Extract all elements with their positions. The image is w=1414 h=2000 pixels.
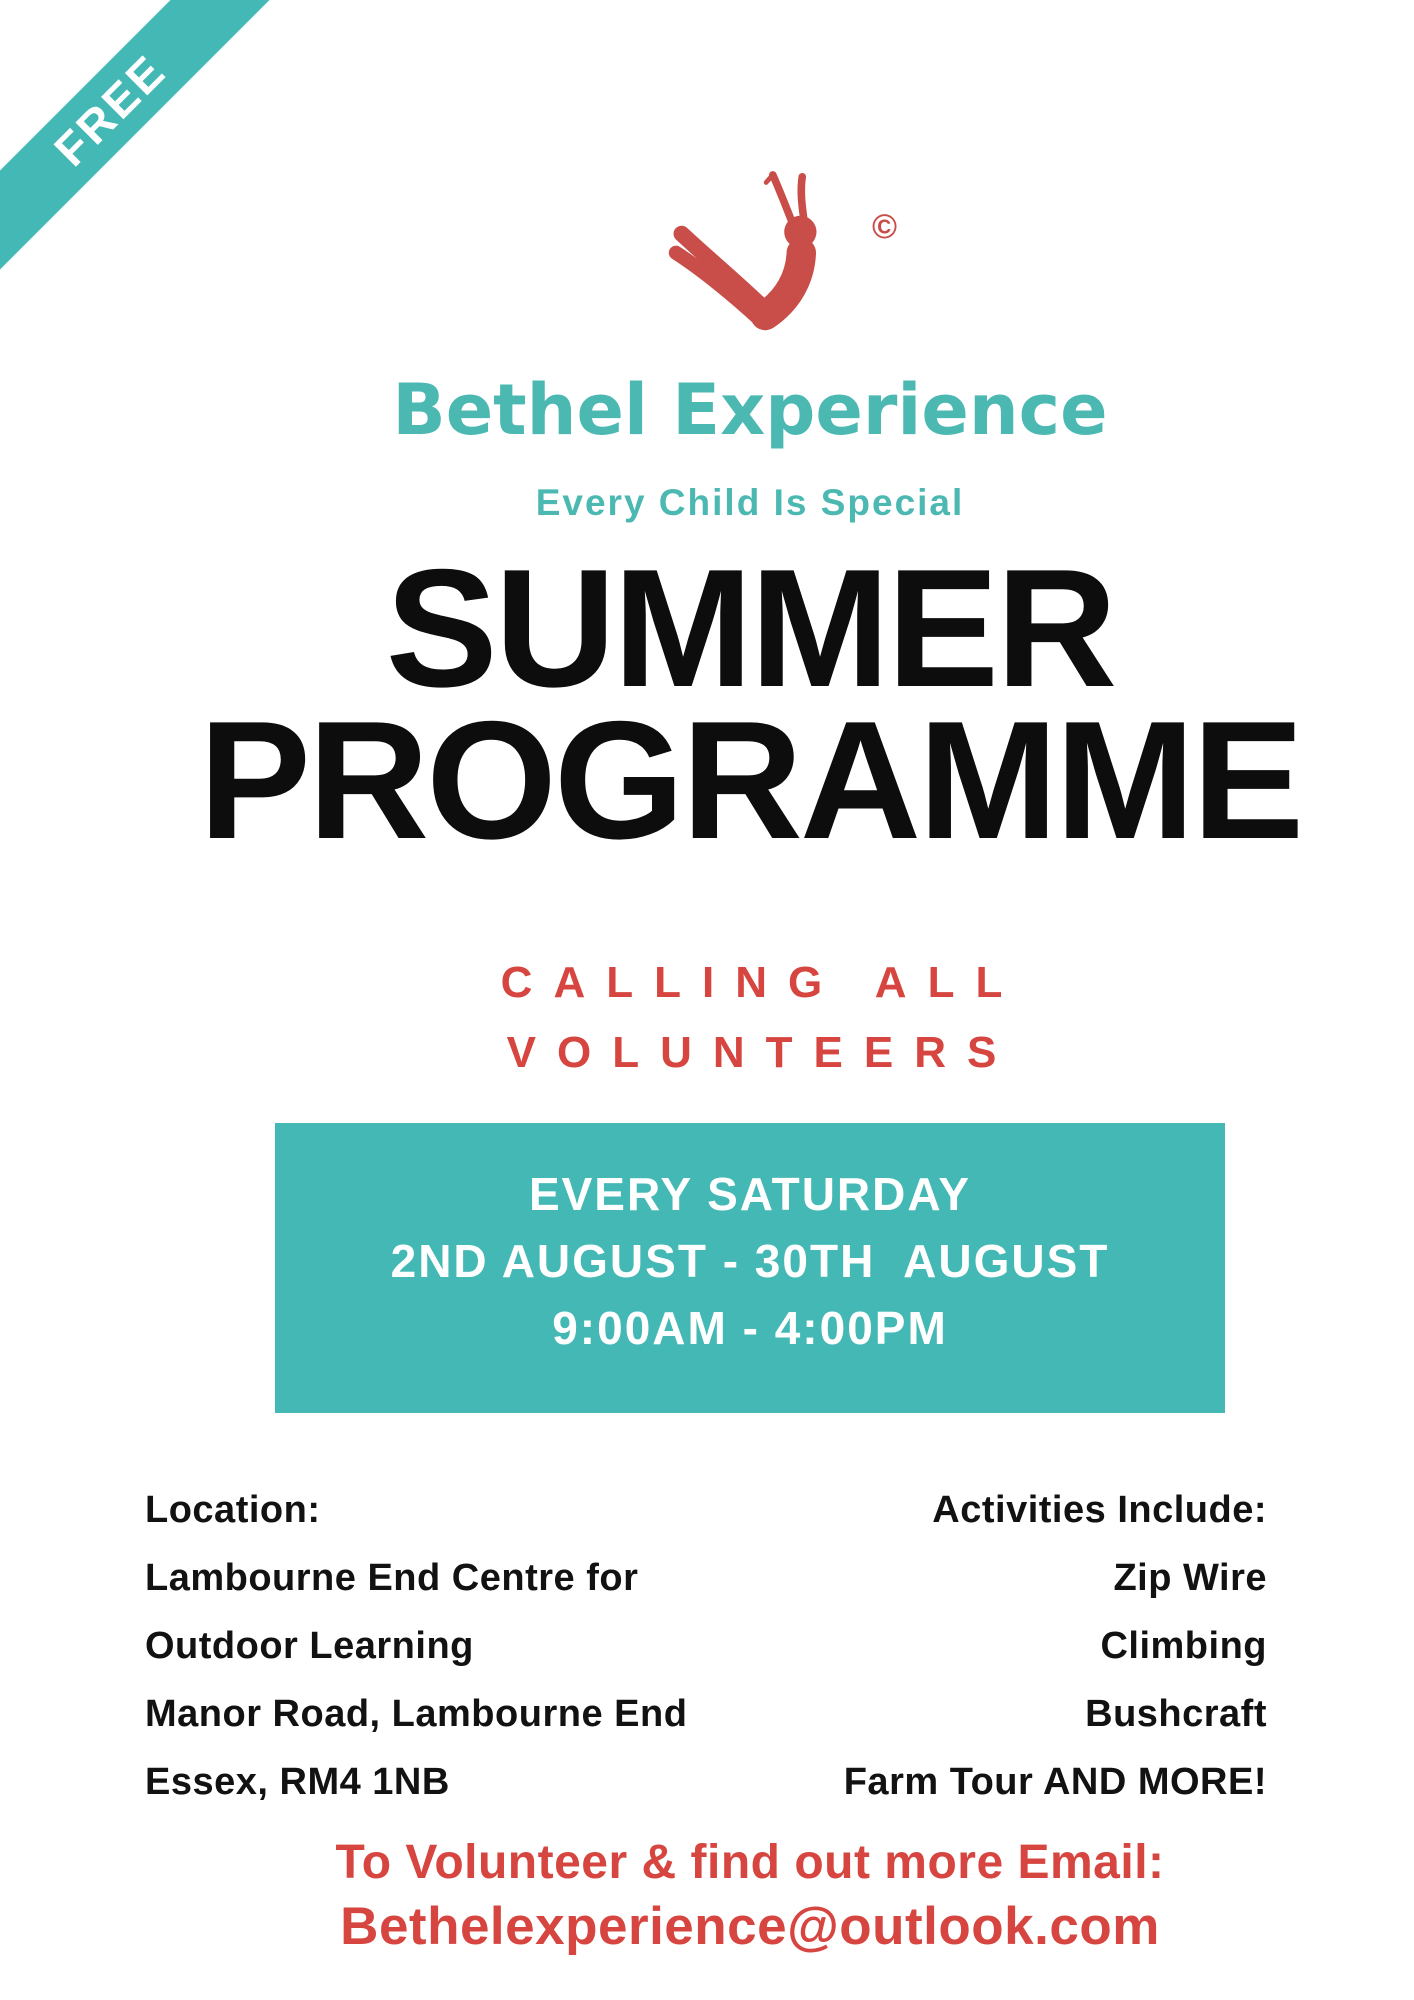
page-title-line1: SUMMER bbox=[385, 534, 1115, 722]
copyright-symbol: © bbox=[871, 208, 897, 246]
activity-item: Bushcraft bbox=[1085, 1693, 1267, 1735]
schedule-times: 9:00AM - 4:00PM bbox=[552, 1302, 948, 1354]
schedule-dates: 2ND AUGUST - 30TH AUGUST bbox=[390, 1235, 1110, 1287]
location-line: Outdoor Learning bbox=[145, 1625, 474, 1667]
schedule-day: EVERY SATURDAY bbox=[528, 1168, 972, 1220]
volunteer-callout bbox=[501, 948, 1024, 1088]
activity-item: Farm Tour AND MORE! bbox=[843, 1761, 1267, 1803]
brand-name: Bethel Experience bbox=[392, 369, 1108, 451]
jumping-child-icon bbox=[655, 168, 845, 348]
contact-block bbox=[335, 1832, 1164, 1960]
page-title-line2: PROGRAMME bbox=[198, 686, 1302, 874]
schedule-box bbox=[275, 1123, 1225, 1413]
free-ribbon-label: FREE bbox=[43, 43, 177, 177]
page-title bbox=[198, 534, 1302, 874]
brand-logo bbox=[655, 168, 897, 348]
location-heading: Location: bbox=[145, 1489, 321, 1531]
free-ribbon bbox=[0, 0, 290, 290]
brand-tagline: Every Child Is Special bbox=[535, 482, 965, 523]
location-block bbox=[145, 1476, 687, 1816]
contact-cta: To Volunteer & find out more Email: bbox=[335, 1836, 1165, 1889]
activities-heading: Activities Include: bbox=[932, 1489, 1267, 1531]
activity-item: Zip Wire bbox=[1113, 1557, 1267, 1599]
info-row bbox=[145, 1476, 1267, 1816]
contact-email: Bethelexperience@outlook.com bbox=[340, 1897, 1160, 1956]
location-line: Lambourne End Centre for bbox=[145, 1557, 639, 1599]
callout-line2: VOLUNTEERS bbox=[506, 1028, 1018, 1077]
activities-block bbox=[844, 1476, 1267, 1816]
callout-line1: CALLING ALL bbox=[500, 958, 1024, 1007]
activity-item: Climbing bbox=[1100, 1625, 1267, 1667]
location-line: Manor Road, Lambourne End bbox=[145, 1693, 688, 1735]
location-line: Essex, RM4 1NB bbox=[145, 1761, 450, 1803]
